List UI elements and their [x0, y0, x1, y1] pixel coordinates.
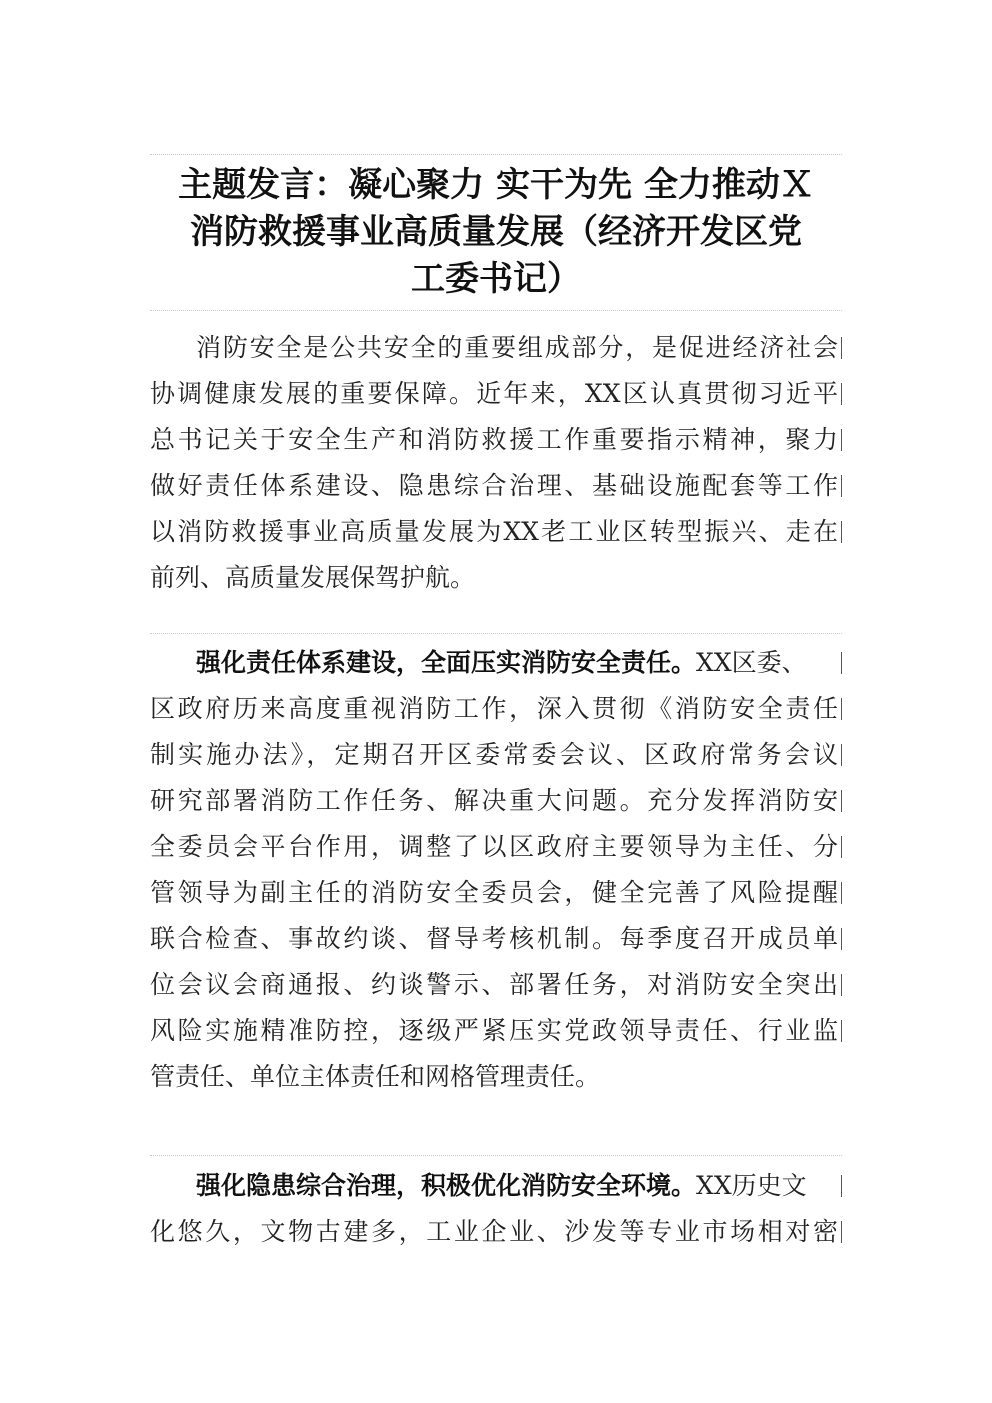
margin-mark: [841, 383, 842, 405]
title-line-3: 工委书记）: [411, 259, 581, 299]
paragraph-rule: [150, 1155, 842, 1156]
paragraph-line: 风险实施精准防控，逐级严紧压实党政领导责任、行业监: [150, 1016, 838, 1045]
paragraph-line: 管责任、单位主体责任和网格管理责任。: [150, 1062, 601, 1091]
paragraph-line: 管领导为副主任的消防安全委员会，健全完善了风险提醒: [150, 878, 838, 907]
margin-mark: [841, 429, 842, 451]
paragraph-line: 前列、高质量发展保驾护航。: [150, 563, 476, 592]
paragraph-heading: 强化隐患综合治理，积极优化消防安全环境。: [196, 1171, 697, 1200]
paragraph-line: 区政府历来高度重视消防工作，深入贯彻《消防安全责任: [150, 694, 838, 723]
paragraph-text: XX历史文: [696, 1171, 807, 1200]
margin-mark: [841, 790, 842, 812]
paragraph-rule: [150, 633, 842, 634]
paragraph-line: [150, 640, 842, 686]
title-line-1: 主题发言：凝心聚力 实干为先 全力推动Ｘ: [178, 165, 814, 205]
margin-mark: [841, 882, 842, 904]
paragraph-heading: 强化责任体系建设，全面压实消防安全责任。: [196, 648, 697, 677]
title-line-2: 消防救援事业高质量发展（经济开发区党: [190, 212, 802, 252]
paragraph-line: 全委员会平台作用，调整了以区政府主要领导为主任、分: [150, 832, 838, 861]
paragraph-line: 总书记关于安全生产和消防救援工作重要指示精神，聚力: [150, 425, 838, 454]
paragraph-line: 协调健康发展的重要保障。近年来，XX区认真贯彻习近平: [150, 379, 838, 408]
paragraph-responsibility: [150, 640, 842, 1100]
header-rule: [150, 154, 842, 155]
margin-mark: [841, 974, 842, 996]
margin-mark: [841, 521, 842, 543]
paragraph-line: 研究部署消防工作任务、解决重大问题。充分发挥消防安: [150, 786, 838, 815]
document-title: [150, 162, 842, 303]
paragraph-line: 化悠久，文物古建多，工业企业、沙发等专业市场相对密: [150, 1217, 838, 1246]
margin-mark: [841, 1175, 842, 1197]
paragraph-text: XX区委、: [696, 648, 807, 677]
title-rule: [150, 310, 842, 311]
margin-mark: [841, 1221, 842, 1243]
margin-mark: [841, 337, 842, 359]
margin-mark: [841, 1020, 842, 1042]
margin-mark: [841, 744, 842, 766]
margin-mark: [841, 836, 842, 858]
margin-mark: [841, 928, 842, 950]
margin-mark: [841, 652, 842, 674]
paragraph-line: [150, 1163, 842, 1209]
margin-mark: [841, 698, 842, 720]
paragraph-line: 以消防救援事业高质量发展为XX老工业区转型振兴、走在: [150, 517, 838, 546]
margin-mark: [841, 475, 842, 497]
paragraph-intro: [150, 325, 842, 601]
paragraph-line: 联合检查、事故约谈、督导考核机制。每季度召开成员单: [150, 924, 838, 953]
paragraph-line: 做好责任体系建设、隐患综合治理、基础设施配套等工作: [150, 471, 838, 500]
paragraph-line: 消防安全是公共安全的重要组成部分，是促进经济社会: [196, 333, 838, 362]
paragraph-hazard: [150, 1163, 842, 1255]
paragraph-line: 位会议会商通报、约谈警示、部署任务，对消防安全突出: [150, 970, 838, 999]
paragraph-line: 制实施办法》，定期召开区委常委会议、区政府常务会议: [150, 740, 838, 769]
